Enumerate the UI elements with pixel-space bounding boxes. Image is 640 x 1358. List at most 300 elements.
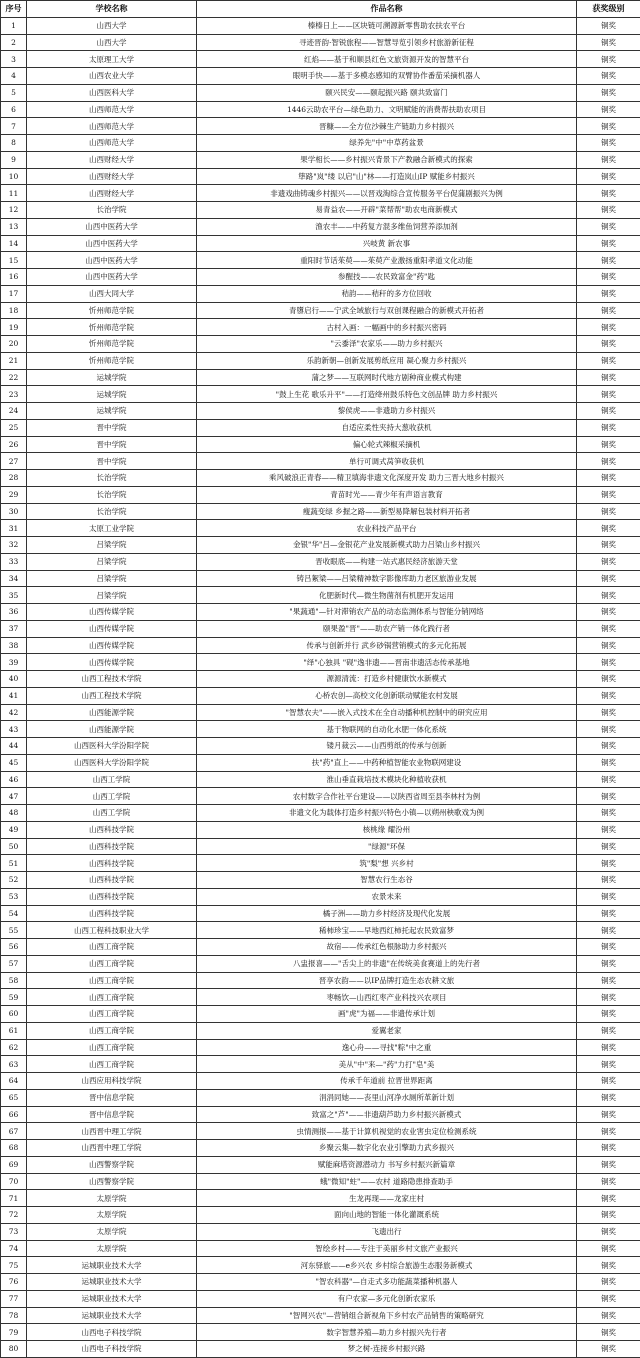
table-row [1,654,640,671]
cell-index: 4 [1,68,27,85]
cell-school: 山西师范大学 [27,135,197,152]
cell-award: 铜奖 [577,1341,640,1358]
cell-award: 铜奖 [577,218,640,235]
cell-school: 运城职业技术大学 [27,1290,197,1307]
table-row [1,302,640,319]
cell-award: 铜奖 [577,1240,640,1257]
table-row [1,1089,640,1106]
cell-award: 铜奖 [577,419,640,436]
table-row [1,68,640,85]
cell-index: 49 [1,821,27,838]
cell-award: 铜奖 [577,202,640,219]
table-row [1,252,640,269]
table-row [1,503,640,520]
cell-index: 48 [1,805,27,822]
cell-index: 22 [1,369,27,386]
cell-award: 铜奖 [577,486,640,503]
cell-work: 淮山垂直栽培技术模块化种植收获机 [197,771,577,788]
cell-award: 铜奖 [577,151,640,168]
cell-index: 16 [1,269,27,286]
table-row [1,17,640,34]
cell-award: 铜奖 [577,671,640,688]
cell-work: "绿源"环保 [197,838,577,855]
table-row [1,1140,640,1157]
table-row [1,352,640,369]
table-row [1,403,640,420]
cell-index: 28 [1,470,27,487]
cell-work: 扶"药"直上——中药种植智能农业物联网建设 [197,754,577,771]
table-row [1,453,640,470]
header-award: 获奖级别 [577,1,640,18]
table-row [1,905,640,922]
cell-award: 铜奖 [577,721,640,738]
cell-school: 长治学院 [27,202,197,219]
cell-school: 山西大学 [27,34,197,51]
cell-index: 71 [1,1190,27,1207]
table-row [1,34,640,51]
table-row [1,269,640,286]
cell-award: 铜奖 [577,788,640,805]
cell-work: "智慧农夫"——嵌入式技术在全自动播种机控制中的研究应用 [197,704,577,721]
cell-school: 吕梁学院 [27,587,197,604]
cell-index: 52 [1,872,27,889]
table-row [1,285,640,302]
table-row [1,1190,640,1207]
cell-school: 忻州师范学院 [27,319,197,336]
cell-award: 铜奖 [577,704,640,721]
cell-work: 飞遗出行 [197,1223,577,1240]
cell-work: 晋享农韵——以IP品牌打造生态农耕文旅 [197,972,577,989]
cell-school: 山西科技学院 [27,905,197,922]
table-row [1,771,640,788]
cell-work: 颐兴民安——颐起振兴路 颐共致富门 [197,84,577,101]
table-row [1,84,640,101]
cell-index: 17 [1,285,27,302]
cell-index: 73 [1,1223,27,1240]
cell-award: 铜奖 [577,771,640,788]
cell-school: 山西科技学院 [27,821,197,838]
table-row [1,470,640,487]
cell-award: 铜奖 [577,1223,640,1240]
cell-school: 山西传媒学院 [27,620,197,637]
cell-school: 山西电子科技学院 [27,1341,197,1358]
cell-award: 铜奖 [577,939,640,956]
header-index: 序号 [1,1,27,18]
table-row [1,202,640,219]
cell-school: 山西传媒学院 [27,604,197,621]
cell-index: 19 [1,319,27,336]
cell-award: 铜奖 [577,1073,640,1090]
cell-work: 1446云助农平台—绿色助力、文明赋能的消费帮扶助农项目 [197,101,577,118]
cell-award: 铜奖 [577,302,640,319]
cell-work: 青隳启行——宁武全域旅行与双创课程融合的新模式开拓者 [197,302,577,319]
cell-work: 故宿——传承红色根脉助力乡村振兴 [197,939,577,956]
table-row [1,369,640,386]
cell-work: 数字智慧养殖—助力乡村振兴先行者 [197,1324,577,1341]
cell-index: 35 [1,587,27,604]
cell-index: 74 [1,1240,27,1257]
cell-index: 25 [1,419,27,436]
cell-school: 长治学院 [27,486,197,503]
cell-school: 运城职业技术大学 [27,1257,197,1274]
table-row [1,955,640,972]
cell-work: 兴岐黄 新农事 [197,235,577,252]
table-row [1,1106,640,1123]
cell-school: 运城职业技术大学 [27,1274,197,1291]
cell-index: 61 [1,1022,27,1039]
cell-work: 寻迹晋韵·智锐旅程——智慧导览引领乡村旅游新征程 [197,34,577,51]
cell-work: 单行可调式莴笋收获机 [197,453,577,470]
header-school: 学校名称 [27,1,197,18]
table-row [1,168,640,185]
cell-work: "鼓上生花 歌乐升平"——打造绛州鼓乐特色文创品牌 助力乡村振兴 [197,386,577,403]
table-row [1,821,640,838]
cell-work: 化肥新时代—微生物菌剂有机肥开发运用 [197,587,577,604]
header-work: 作品名称 [197,1,577,18]
cell-work: 智绘乡村——专注于美丽乡村文旅产业振兴 [197,1240,577,1257]
cell-school: 山西科技学院 [27,872,197,889]
cell-work: 渔农丰——中药复方混多维鱼饲营养添加剂 [197,218,577,235]
cell-school: 太原学院 [27,1207,197,1224]
cell-work: 心桥农创—高校文化创新联动赋能农村发展 [197,687,577,704]
cell-index: 59 [1,989,27,1006]
cell-index: 29 [1,486,27,503]
cell-work: 参醒技——农民致富金"药"匙 [197,269,577,286]
cell-work: 金银"华"吕—金银花产业发展新模式助力吕梁山乡村振兴 [197,537,577,554]
cell-index: 7 [1,118,27,135]
cell-work: 枣畅饮—山西红枣产业科技兴农项目 [197,989,577,1006]
table-row [1,101,640,118]
cell-index: 80 [1,1341,27,1358]
cell-school: 山西工学院 [27,788,197,805]
cell-school: 山西中医药大学 [27,269,197,286]
cell-award: 铜奖 [577,168,640,185]
cell-index: 23 [1,386,27,403]
cell-work: 源源清流：打造乡村健康饮水新模式 [197,671,577,688]
cell-index: 3 [1,51,27,68]
cell-index: 13 [1,218,27,235]
cell-work: 非遗戏曲铸魂乡村振兴——以晋戏淘综合宣传服务平台促蒲剧振兴为例 [197,185,577,202]
cell-school: 山西工学院 [27,771,197,788]
cell-index: 18 [1,302,27,319]
table-row [1,1056,640,1073]
cell-work: 传承千年道前 拉晋世界距离 [197,1073,577,1090]
cell-award: 铜奖 [577,269,640,286]
cell-index: 38 [1,637,27,654]
table-row [1,637,640,654]
cell-school: 忻州师范学院 [27,336,197,353]
cell-school: 吕梁学院 [27,553,197,570]
table-row [1,855,640,872]
cell-index: 53 [1,888,27,905]
cell-school: 山西农业大学 [27,68,197,85]
table-row [1,721,640,738]
cell-award: 铜奖 [577,805,640,822]
cell-index: 30 [1,503,27,520]
cell-award: 铜奖 [577,101,640,118]
cell-index: 58 [1,972,27,989]
cell-index: 72 [1,1207,27,1224]
cell-work: 农景未来 [197,888,577,905]
cell-school: 山西工商学院 [27,1006,197,1023]
cell-work: 传承与创新并行 武乡砂锅营销模式的多元化拓展 [197,637,577,654]
table-row [1,151,640,168]
cell-school: 长治学院 [27,503,197,520]
cell-index: 34 [1,570,27,587]
cell-award: 铜奖 [577,1039,640,1056]
cell-award: 铜奖 [577,68,640,85]
cell-work: 黎侯虎——非遗助力乡村振兴 [197,403,577,420]
cell-work: 筑"梨"想 兴乡村 [197,855,577,872]
table-row [1,1274,640,1291]
cell-school: 山西能源学院 [27,704,197,721]
cell-work: 绿养先"中"中草药盆景 [197,135,577,152]
table-row [1,888,640,905]
cell-award: 铜奖 [577,403,640,420]
table-row [1,872,640,889]
cell-school: 山西工商学院 [27,989,197,1006]
table-row [1,185,640,202]
cell-index: 70 [1,1173,27,1190]
cell-work: 画"虎"为福——非遗传承计划 [197,1006,577,1023]
cell-index: 39 [1,654,27,671]
cell-index: 42 [1,704,27,721]
cell-work: 乡聚云集—数字化农业引擎助力武乡振兴 [197,1140,577,1157]
cell-work: 瘦蔬变绿 乡握之路——新型易降解包装材料开拓者 [197,503,577,520]
cell-index: 50 [1,838,27,855]
cell-index: 5 [1,84,27,101]
cell-school: 山西传媒学院 [27,637,197,654]
cell-work: 智慧农行生态谷 [197,872,577,889]
cell-index: 47 [1,788,27,805]
cell-school: 山西工商学院 [27,972,197,989]
cell-award: 铜奖 [577,1290,640,1307]
table-row [1,1240,640,1257]
table-row [1,51,640,68]
cell-work: 有户农家—多元化创新农家乐 [197,1290,577,1307]
cell-work: 青苗时光——青少年有声语言教育 [197,486,577,503]
cell-school: 山西工商学院 [27,1039,197,1056]
table-row [1,1156,640,1173]
cell-award: 铜奖 [577,17,640,34]
cell-work: 晋收眼底——构建一站式惠民经济旅游天堂 [197,553,577,570]
cell-index: 21 [1,352,27,369]
cell-index: 51 [1,855,27,872]
cell-award: 铜奖 [577,637,640,654]
cell-index: 57 [1,955,27,972]
cell-school: 晋中信息学院 [27,1089,197,1106]
cell-school: 山西电子科技学院 [27,1324,197,1341]
cell-school: 运城学院 [27,369,197,386]
cell-index: 32 [1,537,27,554]
table-row [1,235,640,252]
cell-award: 铜奖 [577,285,640,302]
cell-index: 8 [1,135,27,152]
cell-index: 10 [1,168,27,185]
cell-award: 铜奖 [577,1257,640,1274]
cell-school: 太原学院 [27,1240,197,1257]
cell-school: 山西晋中理工学院 [27,1140,197,1157]
cell-work: 生龙再现——龙家庄村 [197,1190,577,1207]
cell-index: 14 [1,235,27,252]
cell-award: 铜奖 [577,1140,640,1157]
cell-index: 64 [1,1073,27,1090]
cell-award: 铜奖 [577,922,640,939]
cell-index: 60 [1,1006,27,1023]
cell-index: 1 [1,17,27,34]
cell-index: 78 [1,1307,27,1324]
cell-work: 乐韵新朝—创新发展剪纸应用 凝心聚力乡村振兴 [197,352,577,369]
cell-school: 山西中医药大学 [27,252,197,269]
cell-school: 山西工程科技职业大学 [27,922,197,939]
table-row [1,1257,640,1274]
cell-index: 15 [1,252,27,269]
cell-school: 山西医科大学汾阳学院 [27,754,197,771]
cell-school: 晋中学院 [27,436,197,453]
cell-school: 运城学院 [27,386,197,403]
table-row [1,118,640,135]
table-row [1,386,640,403]
cell-school: 山西工程技术学院 [27,687,197,704]
cell-work: 颐果盈"晋"——助农产销一体化践行者 [197,620,577,637]
cell-school: 山西工商学院 [27,939,197,956]
cell-work: 赋能麻塔资源潜动力 书写乡村振兴新篇章 [197,1156,577,1173]
cell-school: 山西中医药大学 [27,218,197,235]
cell-index: 68 [1,1140,27,1157]
cell-award: 铜奖 [577,235,640,252]
cell-school: 忻州师范学院 [27,352,197,369]
cell-work: 虫情测报——基于计算机视觉的农业害虫定位检测系统 [197,1123,577,1140]
cell-award: 铜奖 [577,1207,640,1224]
table-row [1,553,640,570]
table-row [1,972,640,989]
cell-work: "云黍泽"农家乐——助力乡村振兴 [197,336,577,353]
cell-award: 铜奖 [577,135,640,152]
cell-school: 忻州师范学院 [27,302,197,319]
cell-work: 致富之"芦"——非遗葫芦助力乡村振兴新模式 [197,1106,577,1123]
cell-index: 12 [1,202,27,219]
table-row [1,1039,640,1056]
cell-index: 37 [1,620,27,637]
cell-work: 红焰——基于和顺县红色文旅资源开发的智慧平台 [197,51,577,68]
table-row [1,570,640,587]
cell-award: 铜奖 [577,51,640,68]
cell-index: 27 [1,453,27,470]
cell-award: 铜奖 [577,34,640,51]
cell-school: 山西财经大学 [27,168,197,185]
cell-school: 山西警察学院 [27,1156,197,1173]
cell-work: 铸吕絮梁——吕梁精神数字影像库助力老区旅游业发展 [197,570,577,587]
cell-school: 吕梁学院 [27,537,197,554]
cell-index: 65 [1,1089,27,1106]
cell-work: 非遗文化为载体打造乡村振兴特色小镇—以朔州秧歌戏为例 [197,805,577,822]
cell-school: 吕梁学院 [27,570,197,587]
cell-award: 铜奖 [577,620,640,637]
cell-school: 山西警察学院 [27,1173,197,1190]
cell-school: 山西财经大学 [27,185,197,202]
cell-award: 铜奖 [577,1089,640,1106]
cell-award: 铜奖 [577,1324,640,1341]
table-row [1,486,640,503]
cell-index: 2 [1,34,27,51]
cell-work: 基于物联网的自动化水肥一体化系统 [197,721,577,738]
cell-school: 山西工程技术学院 [27,671,197,688]
cell-index: 11 [1,185,27,202]
cell-school: 晋中学院 [27,419,197,436]
table-row [1,838,640,855]
table-row [1,1073,640,1090]
cell-work: "绎"心独具 "砚"逸非遗——晋南非遗活态传承基地 [197,654,577,671]
cell-work: 重阳时节话茱萸——茱萸产业激扬重阳孝道文化动能 [197,252,577,269]
cell-school: 山西财经大学 [27,151,197,168]
cell-work: 自适应柔性夹持大葱收获机 [197,419,577,436]
cell-school: 山西工学院 [27,805,197,822]
cell-work: 农业科技产品平台 [197,520,577,537]
cell-school: 山西大学 [27,17,197,34]
table-row [1,1207,640,1224]
cell-award: 铜奖 [577,955,640,972]
cell-school: 山西师范大学 [27,118,197,135]
cell-award: 铜奖 [577,369,640,386]
table-row [1,436,640,453]
table-row [1,319,640,336]
cell-award: 铜奖 [577,1006,640,1023]
table-row [1,587,640,604]
cell-school: 长治学院 [27,470,197,487]
cell-award: 铜奖 [577,503,640,520]
cell-index: 67 [1,1123,27,1140]
cell-work: 爱翼老家 [197,1022,577,1039]
header-row [1,1,640,18]
cell-index: 54 [1,905,27,922]
cell-school: 太原学院 [27,1223,197,1240]
cell-school: 山西大同大学 [27,285,197,302]
cell-award: 铜奖 [577,336,640,353]
cell-school: 运城学院 [27,403,197,420]
cell-award: 铜奖 [577,972,640,989]
table-row [1,671,640,688]
cell-award: 铜奖 [577,1274,640,1291]
cell-award: 铜奖 [577,352,640,369]
cell-award: 铜奖 [577,570,640,587]
cell-award: 铜奖 [577,84,640,101]
cell-work: 乘风破浪正青春——精卫填海非遗文化深度开发 助力三晋大地乡村振兴 [197,470,577,487]
cell-index: 77 [1,1290,27,1307]
cell-award: 铜奖 [577,537,640,554]
cell-award: 铜奖 [577,118,640,135]
table-row [1,687,640,704]
table-row [1,1022,640,1039]
cell-index: 44 [1,738,27,755]
cell-school: 山西科技学院 [27,838,197,855]
cell-work: 核桃缘 耀汾州 [197,821,577,838]
cell-school: 山西工商学院 [27,1022,197,1039]
cell-work: 秸韵——秸秆的多方位回收 [197,285,577,302]
cell-index: 43 [1,721,27,738]
cell-index: 63 [1,1056,27,1073]
cell-school: 山西科技学院 [27,888,197,905]
cell-index: 36 [1,604,27,621]
cell-index: 56 [1,939,27,956]
table-row [1,1290,640,1307]
cell-work: 镂月裁云——山西剪纸的传承与创新 [197,738,577,755]
cell-school: 山西传媒学院 [27,654,197,671]
cell-school: 山西晋中理工学院 [27,1123,197,1140]
cell-work: "果蔬通"—针对滞销农产品的动态监测体系与智能分销网络 [197,604,577,621]
cell-work: 偏心轮式辣椒采摘机 [197,436,577,453]
cell-work: 果学相长——乡村振兴背景下产教融合新模式的探索 [197,151,577,168]
cell-school: 山西科技学院 [27,855,197,872]
